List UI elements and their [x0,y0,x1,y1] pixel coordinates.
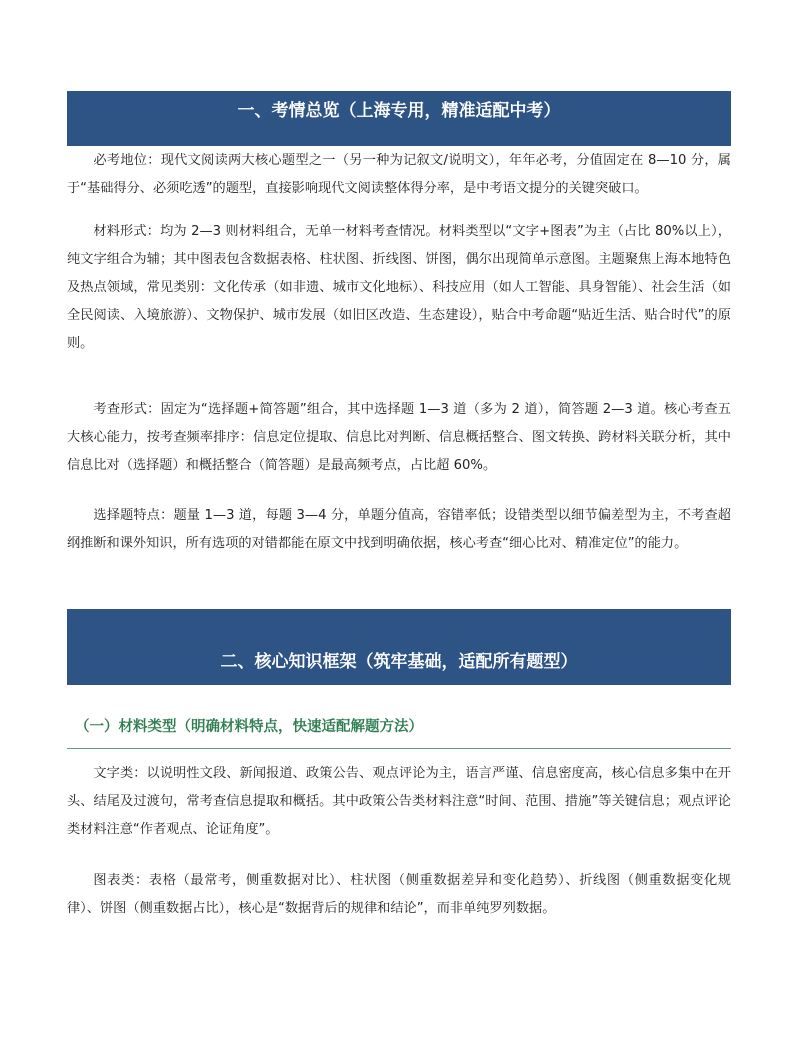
section-2-title-banner [67,609,731,685]
section-2-paragraph-1: 文字类：以说明性文段、新闻报道、政策公告、观点评论为主，语言严谨、信息密度高，核心信息多集中在开头、结尾及过渡句，常考查信息提取和概括。其中政策公告类材料注意“时间、范围、措施”等关键信息；观点评论类材料注意“作者观点、论证角度”。 [67,766,731,837]
section-2-paragraph-2: 图表类：表格（最常考，侧重数据对比）、柱状图（侧重数据差异和变化趋势）、折线图（侧重数据变化规律）、饼图（侧重数据占比），核心是“数据背后的规律和结论”，而非单纯罗列数据。 [67,873,731,916]
section-1-title-banner [67,91,731,146]
section-2-title: 二、核心知识框架（筑牢基础，适配所有题型） [220,652,578,672]
section-1-paragraph-3: 考查形式：固定为“选择题+简答题”组合，其中选择题 1—3 道（多为 2 道），简答题 2—3 道。核心考查五大核心能力，按考查频率排序：信息定位提取、信息比对判断、信息概括整合、图文转换、跨材料关联分析，其中信息比对（选择题）和概括整合（简答题）是最高频考点，占比超 60%。 [67,402,731,473]
section-1-paragraph-1: 必考地位：现代文阅读两大核心题型之一（另一种为记叙文/说明文），年年必考，分值固定在 8—10 分，属于“基础得分、必须吃透”的题型，直接影响现代文阅读整体得分率，是中考语文提分的关键突破口。 [67,153,731,196]
subsection-title: （一）材料类型（明确材料特点，快速适配解题方法） [75,719,423,735]
section-1-paragraph-4: 选择题特点：题量 1—3 道，每题 3—4 分，单题分值高，容错率低；设错类型以细节偏差型为主，不考查超纲推断和课外知识，所有选项的对错都能在原文中找到明确依据，核心考查“细心比对、精准定位”的能力。 [67,508,731,551]
section-1-paragraph-2: 材料形式：均为 2—3 则材料组合，无单一材料考查情况。材料类型以“文字+图表”为主（占比 80%以上），纯文字组合为辅；其中图表包含数据表格、柱状图、折线图、饼图，偶尔出现简单示意图。主题聚焦上海本地特色及热点领域，常见类别：文化传承（如非遗、城市文化地标）、科技应用（如人工智能、具身智能）、社会生活（如全民阅读、入境旅游）、文物保护、城市发展（如旧区改造、生态建设），贴合中考命题“贴近生活、贴合时代”的原则。 [67,224,731,351]
subsection-heading [67,711,731,749]
section-1-title: 一、考情总览（上海专用，精准适配中考） [237,101,561,121]
